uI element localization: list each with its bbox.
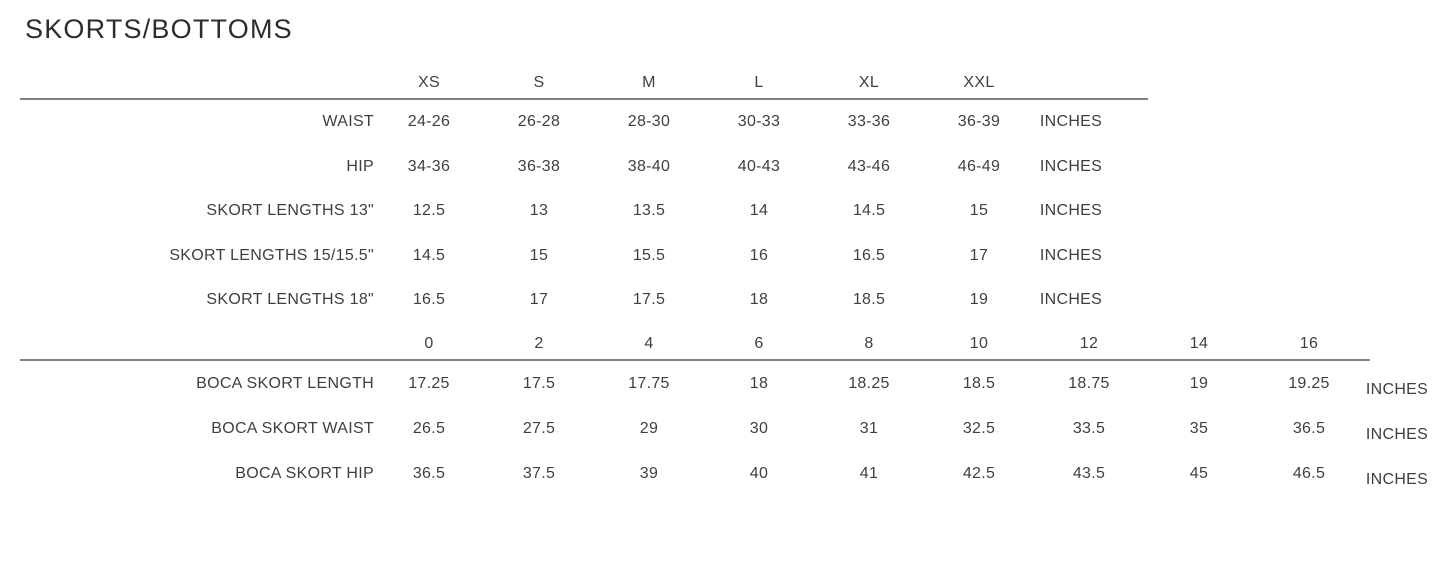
table-cell: 14.5 — [412, 246, 446, 264]
table-cell: 26-28 — [517, 113, 561, 131]
table-cell: 33.5 — [1072, 419, 1106, 437]
table-cell: 40 — [749, 464, 769, 482]
table-cell: 15 — [529, 246, 549, 264]
column-header-10: 10 — [969, 335, 989, 352]
letter-size-chart-table — [20, 68, 1148, 323]
table-cell: 12.5 — [412, 202, 446, 220]
column-header-s: S — [533, 74, 545, 91]
page-title: SKORTS/BOTTOMS — [25, 14, 293, 44]
table-cell: 30 — [749, 419, 769, 437]
table-cell: 13.5 — [632, 202, 666, 220]
table-cell: 38-40 — [627, 157, 671, 175]
unit-label: INCHES — [1365, 425, 1429, 443]
table-cell: 19 — [969, 291, 989, 309]
letter-size-header-row — [20, 68, 1148, 98]
unit-label: INCHES — [1039, 113, 1103, 131]
row-label: SKORT LENGTHS 15/15.5" — [169, 246, 374, 264]
table-cell: 37.5 — [522, 464, 556, 482]
table-cell: 16 — [749, 246, 769, 264]
table-cell: 34-36 — [407, 157, 451, 175]
table-cell: 32.5 — [962, 419, 996, 437]
column-header-xs: XS — [418, 74, 440, 91]
table-row-skort-lengths-13 — [20, 189, 1148, 234]
table-cell: 46.5 — [1292, 464, 1326, 482]
column-header-m: M — [642, 74, 656, 91]
table-cell: 26.5 — [412, 419, 446, 437]
table-cell: 18.5 — [852, 291, 886, 309]
table-cell: 42.5 — [962, 464, 996, 482]
table-cell: 28-30 — [627, 113, 671, 131]
table-cell: 18 — [749, 374, 769, 392]
table-cell: 29 — [639, 419, 659, 437]
row-label: SKORT LENGTHS 13" — [206, 202, 374, 220]
column-header-6: 6 — [754, 335, 764, 352]
table-cell: 16.5 — [412, 291, 446, 309]
table-cell: 45 — [1189, 464, 1209, 482]
table-cell: 35 — [1189, 419, 1209, 437]
table-row-waist — [20, 100, 1148, 145]
unit-label: INCHES — [1039, 202, 1103, 220]
unit-label: INCHES — [1039, 291, 1103, 309]
unit-label: INCHES — [1365, 380, 1429, 398]
column-header-0: 0 — [424, 335, 434, 352]
table-row-boca-skort-hip — [20, 451, 1430, 496]
table-cell: 19.25 — [1288, 374, 1330, 392]
row-label: WAIST — [322, 113, 374, 131]
table-cell: 27.5 — [522, 419, 556, 437]
row-label: HIP — [346, 157, 374, 175]
row-label: BOCA SKORT LENGTH — [196, 374, 374, 392]
unit-label: INCHES — [1039, 246, 1103, 264]
table-cell: 17.25 — [408, 374, 450, 392]
unit-label: INCHES — [1365, 470, 1429, 488]
table-cell: 17 — [529, 291, 549, 309]
table-row-boca-skort-length — [20, 361, 1430, 406]
table-cell: 36-39 — [957, 113, 1001, 131]
row-label: BOCA SKORT WAIST — [211, 419, 374, 437]
table-cell: 43-46 — [847, 157, 891, 175]
table-cell: 31 — [859, 419, 879, 437]
table-cell: 18.5 — [962, 374, 996, 392]
table-cell: 14 — [749, 202, 769, 220]
column-header-2: 2 — [534, 335, 544, 352]
table-cell: 33-36 — [847, 113, 891, 131]
column-header-12: 12 — [1079, 335, 1099, 352]
column-header-4: 4 — [644, 335, 654, 352]
table-cell: 13 — [529, 202, 549, 220]
column-header-14: 14 — [1189, 335, 1209, 352]
table-row-skort-lengths-18 — [20, 278, 1148, 323]
table-cell: 36.5 — [1292, 419, 1326, 437]
column-header-8: 8 — [864, 335, 874, 352]
table-cell: 19 — [1189, 374, 1209, 392]
table-cell: 40-43 — [737, 157, 781, 175]
table-cell: 17 — [969, 246, 989, 264]
table-cell: 15.5 — [632, 246, 666, 264]
table-cell: 17.5 — [632, 291, 666, 309]
table-cell: 36-38 — [517, 157, 561, 175]
table-cell: 18.25 — [848, 374, 890, 392]
table-row-hip — [20, 145, 1148, 190]
table-cell: 18.75 — [1068, 374, 1110, 392]
row-label: BOCA SKORT HIP — [235, 464, 374, 482]
table-cell: 17.5 — [522, 374, 556, 392]
table-cell: 36.5 — [412, 464, 446, 482]
column-header-l: L — [754, 74, 764, 91]
table-cell: 39 — [639, 464, 659, 482]
table-row-skort-lengths-15 — [20, 234, 1148, 279]
table-cell: 16.5 — [852, 246, 886, 264]
row-label: SKORT LENGTHS 18" — [206, 291, 374, 309]
table-cell: 46-49 — [957, 157, 1001, 175]
column-header-xl: XL — [858, 74, 880, 91]
unit-label: INCHES — [1039, 157, 1103, 175]
table-cell: 43.5 — [1072, 464, 1106, 482]
table-cell: 14.5 — [852, 202, 886, 220]
table-row-boca-skort-waist — [20, 406, 1430, 451]
table-cell: 30-33 — [737, 113, 781, 131]
numeric-size-header-row — [20, 329, 1430, 359]
table-cell: 24-26 — [407, 113, 451, 131]
table-cell: 18 — [749, 291, 769, 309]
table-cell: 41 — [859, 464, 879, 482]
table-cell: 15 — [969, 202, 989, 220]
column-header-xxl: XXL — [963, 74, 995, 91]
numeric-size-chart-table — [20, 329, 1430, 496]
column-header-16: 16 — [1299, 335, 1319, 352]
table-cell: 17.75 — [628, 374, 670, 392]
